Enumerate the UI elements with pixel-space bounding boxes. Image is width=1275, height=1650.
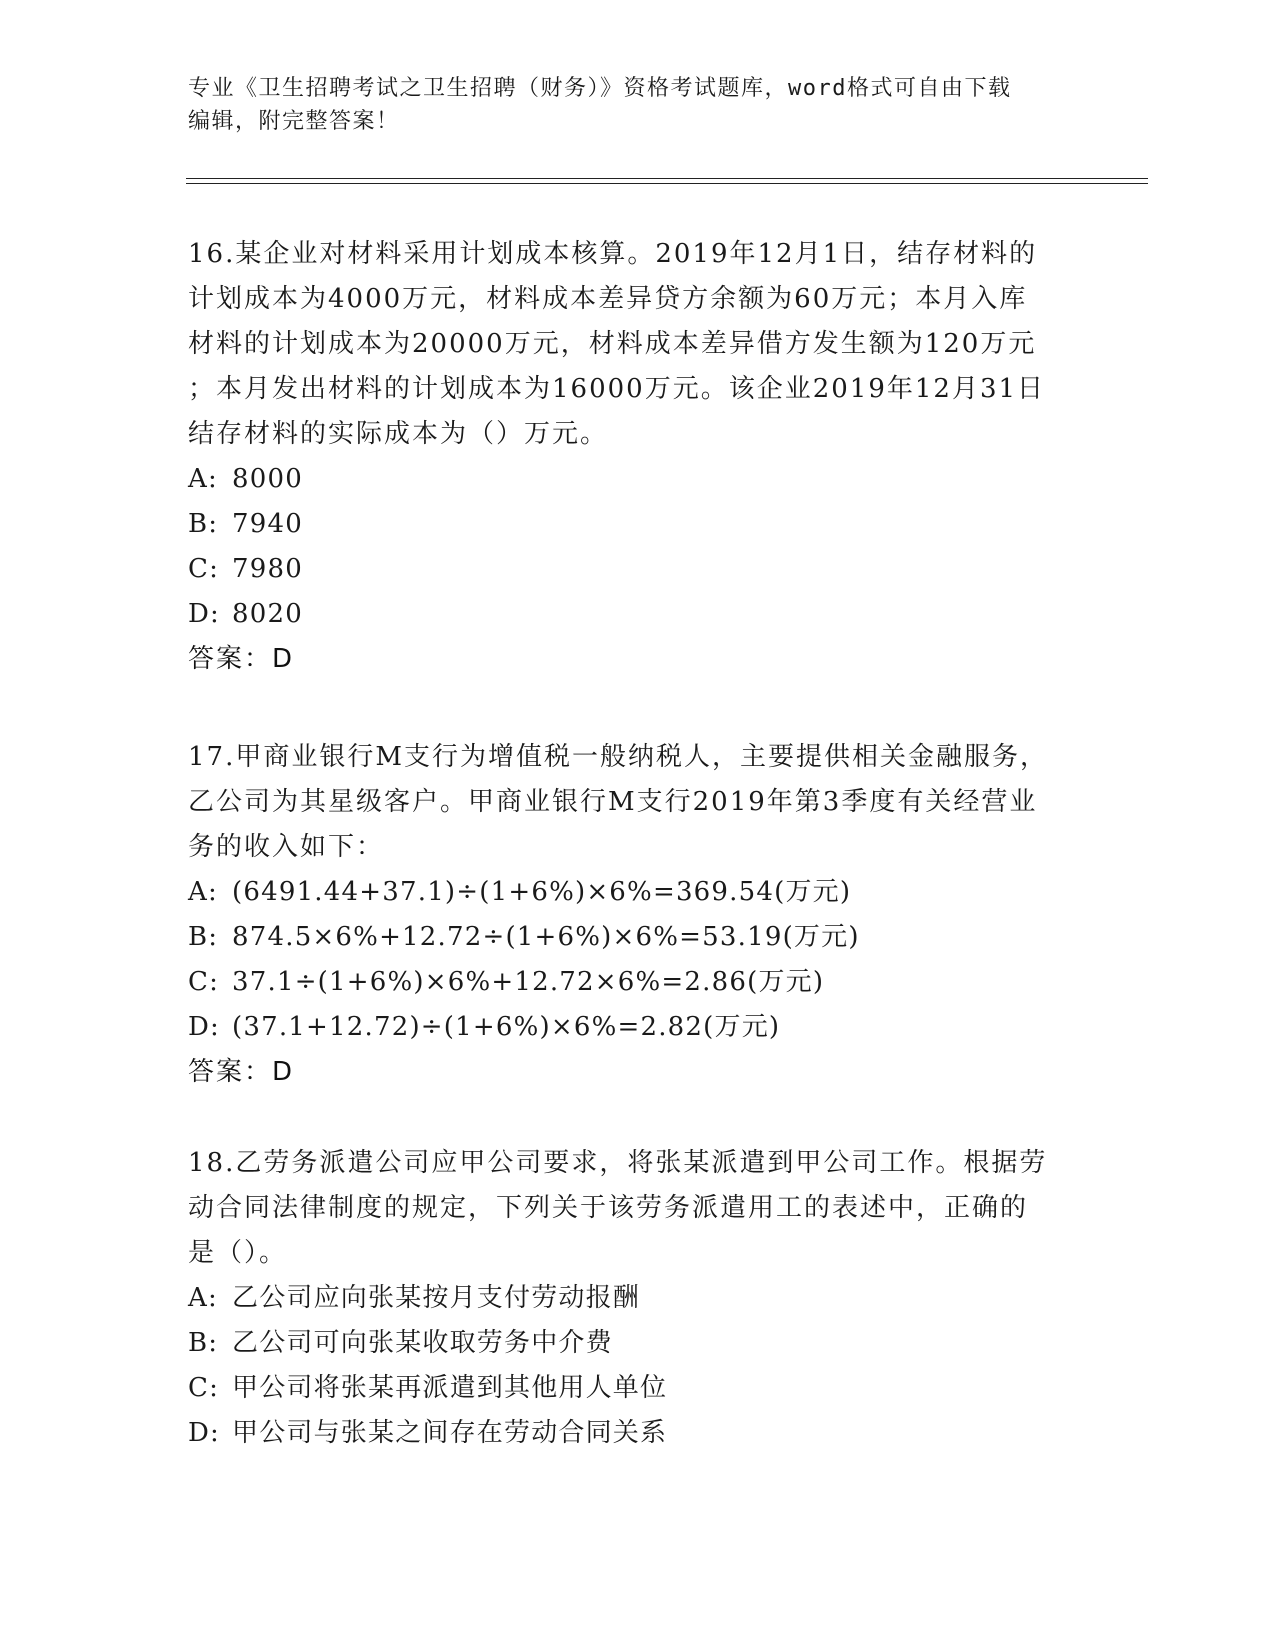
option-text: 37.1÷(1+6%)×6%+12.72×6%=2.86(万元) (232, 967, 825, 997)
question-17 (188, 735, 1088, 1095)
question-text-line: 17.甲商业银行M支行为增值税一般纳税人，主要提供相关金融服务， (188, 742, 1048, 772)
option-b (188, 502, 1088, 547)
option-a (188, 457, 1088, 502)
option-b (188, 915, 1088, 960)
option-text: (37.1+12.72)÷(1+6%)×6%=2.82(万元) (232, 1012, 781, 1042)
answer-label: 答案：D (188, 644, 295, 674)
option-key: A: (188, 464, 218, 494)
question-text-line: 18.乙劳务派遣公司应甲公司要求，将张某派遣到甲公司工作。根据劳 (188, 1148, 1048, 1178)
option-key: D: (188, 1418, 221, 1448)
option-key: B: (188, 1328, 219, 1358)
question-text-line: 是（）。 (188, 1238, 288, 1268)
question-18 (188, 1141, 1088, 1456)
answer-label: 答案：D (188, 1057, 295, 1087)
header-divider-bottom (186, 183, 1148, 184)
option-d (188, 1005, 1088, 1050)
option-text: 7940 (232, 509, 303, 539)
option-a (188, 1276, 1088, 1321)
question-text-line: 计划成本为4000万元，材料成本差异贷方余额为60万元；本月入库 (188, 284, 1028, 314)
option-key: C: (188, 1373, 220, 1403)
question-text-line: 务的收入如下： (188, 832, 385, 862)
option-text: 乙公司可向张某收取劳务中介费 (232, 1328, 613, 1358)
option-key: B: (188, 509, 219, 539)
question-text-line: ；本月发出材料的计划成本为16000万元。该企业2019年12月31日 (188, 374, 1046, 404)
option-text: 8000 (232, 464, 303, 494)
option-key: A: (188, 877, 218, 907)
header-divider-top (186, 178, 1148, 179)
option-c (188, 547, 1088, 592)
option-key: C: (188, 967, 220, 997)
option-text: 874.5×6%+12.72÷(1+6%)×6%=53.19(万元) (232, 922, 860, 952)
option-b (188, 1321, 1088, 1366)
option-text: (6491.44+37.1)÷(1+6%)×6%=369.54(万元) (232, 877, 852, 907)
question-text-line: 材料的计划成本为20000万元，材料成本差异借方发生额为120万元 (188, 329, 1037, 359)
option-key: A: (188, 1283, 218, 1313)
option-text: 7980 (232, 554, 303, 584)
option-d (188, 1411, 1088, 1456)
question-text-line: 16.某企业对材料采用计划成本核算。2019年12月1日，结存材料的 (188, 239, 1038, 269)
option-key: B: (188, 922, 219, 952)
option-d (188, 592, 1088, 637)
document-header (188, 72, 1068, 138)
option-text: 甲公司将张某再派遣到其他用人单位 (232, 1373, 668, 1403)
option-key: D: (188, 1012, 221, 1042)
question-16 (188, 232, 1088, 682)
question-text-line: 乙公司为其星级客户。甲商业银行M支行2019年第3季度有关经营业 (188, 787, 1038, 817)
option-key: D: (188, 599, 221, 629)
option-text: 8020 (232, 599, 303, 629)
header-line-2: 编辑，附完整答案！ (188, 109, 400, 134)
option-c (188, 1366, 1088, 1411)
option-c (188, 960, 1088, 1005)
question-text-line: 动合同法律制度的规定，下列关于该劳务派遣用工的表述中，正确的 (188, 1193, 1029, 1223)
option-text: 乙公司应向张某按月支付劳动报酬 (232, 1283, 641, 1313)
question-text-line: 结存材料的实际成本为（）万元。 (188, 419, 609, 449)
option-a (188, 870, 1088, 915)
option-key: C: (188, 554, 220, 584)
header-line-1: 专业《卫生招聘考试之卫生招聘（财务）》资格考试题库，word格式可自由下载 (188, 76, 1012, 101)
option-text: 甲公司与张某之间存在劳动合同关系 (232, 1418, 668, 1448)
